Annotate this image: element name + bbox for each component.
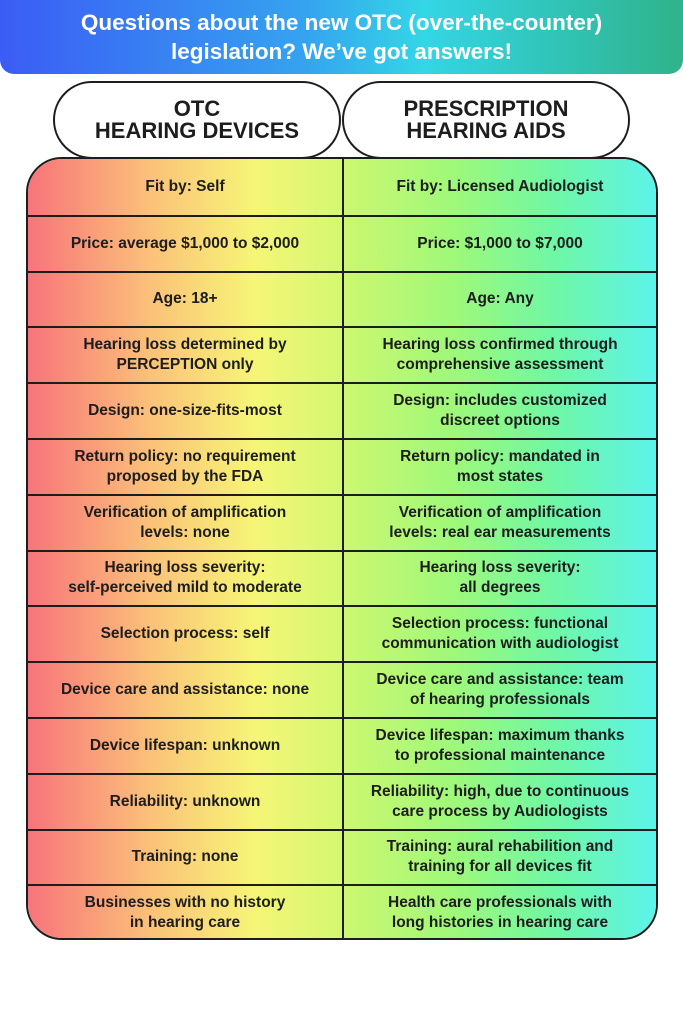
otc-cell-text: proposed by the FDA bbox=[106, 467, 264, 485]
prescription-cell bbox=[344, 717, 656, 773]
otc-cell bbox=[28, 271, 342, 327]
prescription-cell-text: most states bbox=[456, 467, 544, 485]
prescription-cell bbox=[344, 494, 656, 550]
otc-cell-text: Fit by: Self bbox=[145, 177, 225, 195]
prescription-cell-text: Price: $1,000 to $7,000 bbox=[417, 234, 583, 252]
otc-cell bbox=[28, 884, 342, 940]
otc-cell-text: Reliability: unknown bbox=[109, 792, 261, 810]
prescription-cell-text: Device lifespan: maximum thanks bbox=[375, 726, 625, 744]
otc-cell-text: Businesses with no history bbox=[84, 894, 286, 912]
prescription-cell-text: levels: real ear measurements bbox=[389, 523, 611, 541]
prescription-cell bbox=[344, 550, 656, 606]
otc-cell-text: Age: 18+ bbox=[152, 290, 218, 308]
otc-cell-text: Return policy: no requirement bbox=[74, 447, 296, 465]
prescription-header-line-1: PRESCRIPTION bbox=[403, 96, 569, 121]
otc-cell-text: PERCEPTION only bbox=[116, 356, 254, 374]
otc-cell-text: Hearing loss determined by bbox=[83, 336, 287, 354]
otc-cell bbox=[28, 661, 342, 717]
prescription-column bbox=[342, 159, 656, 938]
otc-cell bbox=[28, 829, 342, 885]
prescription-cell bbox=[344, 438, 656, 494]
prescription-cell bbox=[344, 661, 656, 717]
prescription-cell bbox=[344, 884, 656, 940]
otc-cell bbox=[28, 773, 342, 829]
otc-cell-text: self-perceived mild to moderate bbox=[68, 579, 302, 597]
prescription-header-line-2: HEARING AIDS bbox=[406, 118, 566, 143]
otc-cell-text: Design: one-size-fits-most bbox=[88, 402, 282, 420]
prescription-cell bbox=[344, 773, 656, 829]
otc-cell-text: levels: none bbox=[140, 523, 230, 541]
otc-header-line-2: HEARING DEVICES bbox=[94, 118, 300, 143]
otc-header-line-1: OTC bbox=[173, 96, 221, 121]
banner-title-line-2: legislation? We’ve got answers! bbox=[171, 39, 512, 64]
otc-cell bbox=[28, 605, 342, 661]
prescription-cell-text: communication with audiologist bbox=[381, 635, 619, 653]
prescription-cell bbox=[344, 829, 656, 885]
otc-cell bbox=[28, 159, 342, 215]
prescription-cell-text: Return policy: mandated in bbox=[400, 447, 600, 465]
prescription-cell-text: Verification of amplification bbox=[398, 503, 602, 521]
prescription-cell-text: Design: includes customized bbox=[393, 392, 607, 410]
prescription-cell-text: all degrees bbox=[459, 579, 541, 597]
otc-cell bbox=[28, 550, 342, 606]
prescription-cell bbox=[344, 326, 656, 382]
prescription-cell-text: care process by Audiologists bbox=[392, 802, 608, 820]
prescription-cell-text: long histories in hearing care bbox=[391, 914, 609, 932]
otc-column-header bbox=[53, 81, 341, 159]
prescription-cell-text: Hearing loss severity: bbox=[419, 559, 581, 577]
otc-cell-text: Device care and assistance: none bbox=[60, 681, 310, 699]
prescription-cell-text: Training: aural rehabilition and bbox=[386, 838, 614, 856]
otc-cell-text: Hearing loss severity: bbox=[104, 559, 266, 577]
prescription-cell-text: Reliability: high, due to continuous bbox=[370, 782, 630, 800]
prescription-cell bbox=[344, 271, 656, 327]
comparison-table bbox=[26, 157, 658, 940]
prescription-cell-text: training for all devices fit bbox=[408, 858, 592, 876]
prescription-cell-text: Device care and assistance: team bbox=[376, 671, 624, 689]
title-banner bbox=[0, 0, 683, 74]
otc-cell-text: Selection process: self bbox=[100, 625, 270, 643]
banner-title-line-1: Questions about the new OTC (over-the-counter) bbox=[80, 10, 603, 35]
otc-cell bbox=[28, 382, 342, 438]
otc-cell-text: Price: average $1,000 to $2,000 bbox=[70, 234, 300, 252]
otc-cell bbox=[28, 326, 342, 382]
otc-cell-text: Training: none bbox=[131, 848, 239, 866]
prescription-cell-text: Hearing loss confirmed through bbox=[382, 336, 618, 354]
otc-cell bbox=[28, 494, 342, 550]
otc-cell bbox=[28, 438, 342, 494]
otc-cell bbox=[28, 717, 342, 773]
otc-cell-text: Device lifespan: unknown bbox=[89, 736, 281, 754]
prescription-cell bbox=[344, 159, 656, 215]
prescription-cell-text: Age: Any bbox=[466, 290, 534, 308]
otc-cell bbox=[28, 215, 342, 271]
otc-cell-text: in hearing care bbox=[129, 914, 241, 932]
otc-column bbox=[28, 159, 342, 938]
prescription-cell-text: Selection process: functional bbox=[391, 615, 609, 633]
prescription-cell bbox=[344, 605, 656, 661]
prescription-cell-text: Health care professionals with bbox=[388, 894, 612, 912]
prescription-cell-text: of hearing professionals bbox=[409, 691, 590, 709]
prescription-cell bbox=[344, 215, 656, 271]
otc-cell-text: Verification of amplification bbox=[83, 503, 287, 521]
prescription-cell-text: Fit by: Licensed Audiologist bbox=[396, 177, 604, 195]
prescription-cell bbox=[344, 382, 656, 438]
prescription-column-header bbox=[342, 81, 630, 159]
prescription-cell-text: to professional maintenance bbox=[394, 746, 606, 764]
prescription-cell-text: comprehensive assessment bbox=[396, 356, 604, 374]
prescription-cell-text: discreet options bbox=[440, 412, 560, 430]
